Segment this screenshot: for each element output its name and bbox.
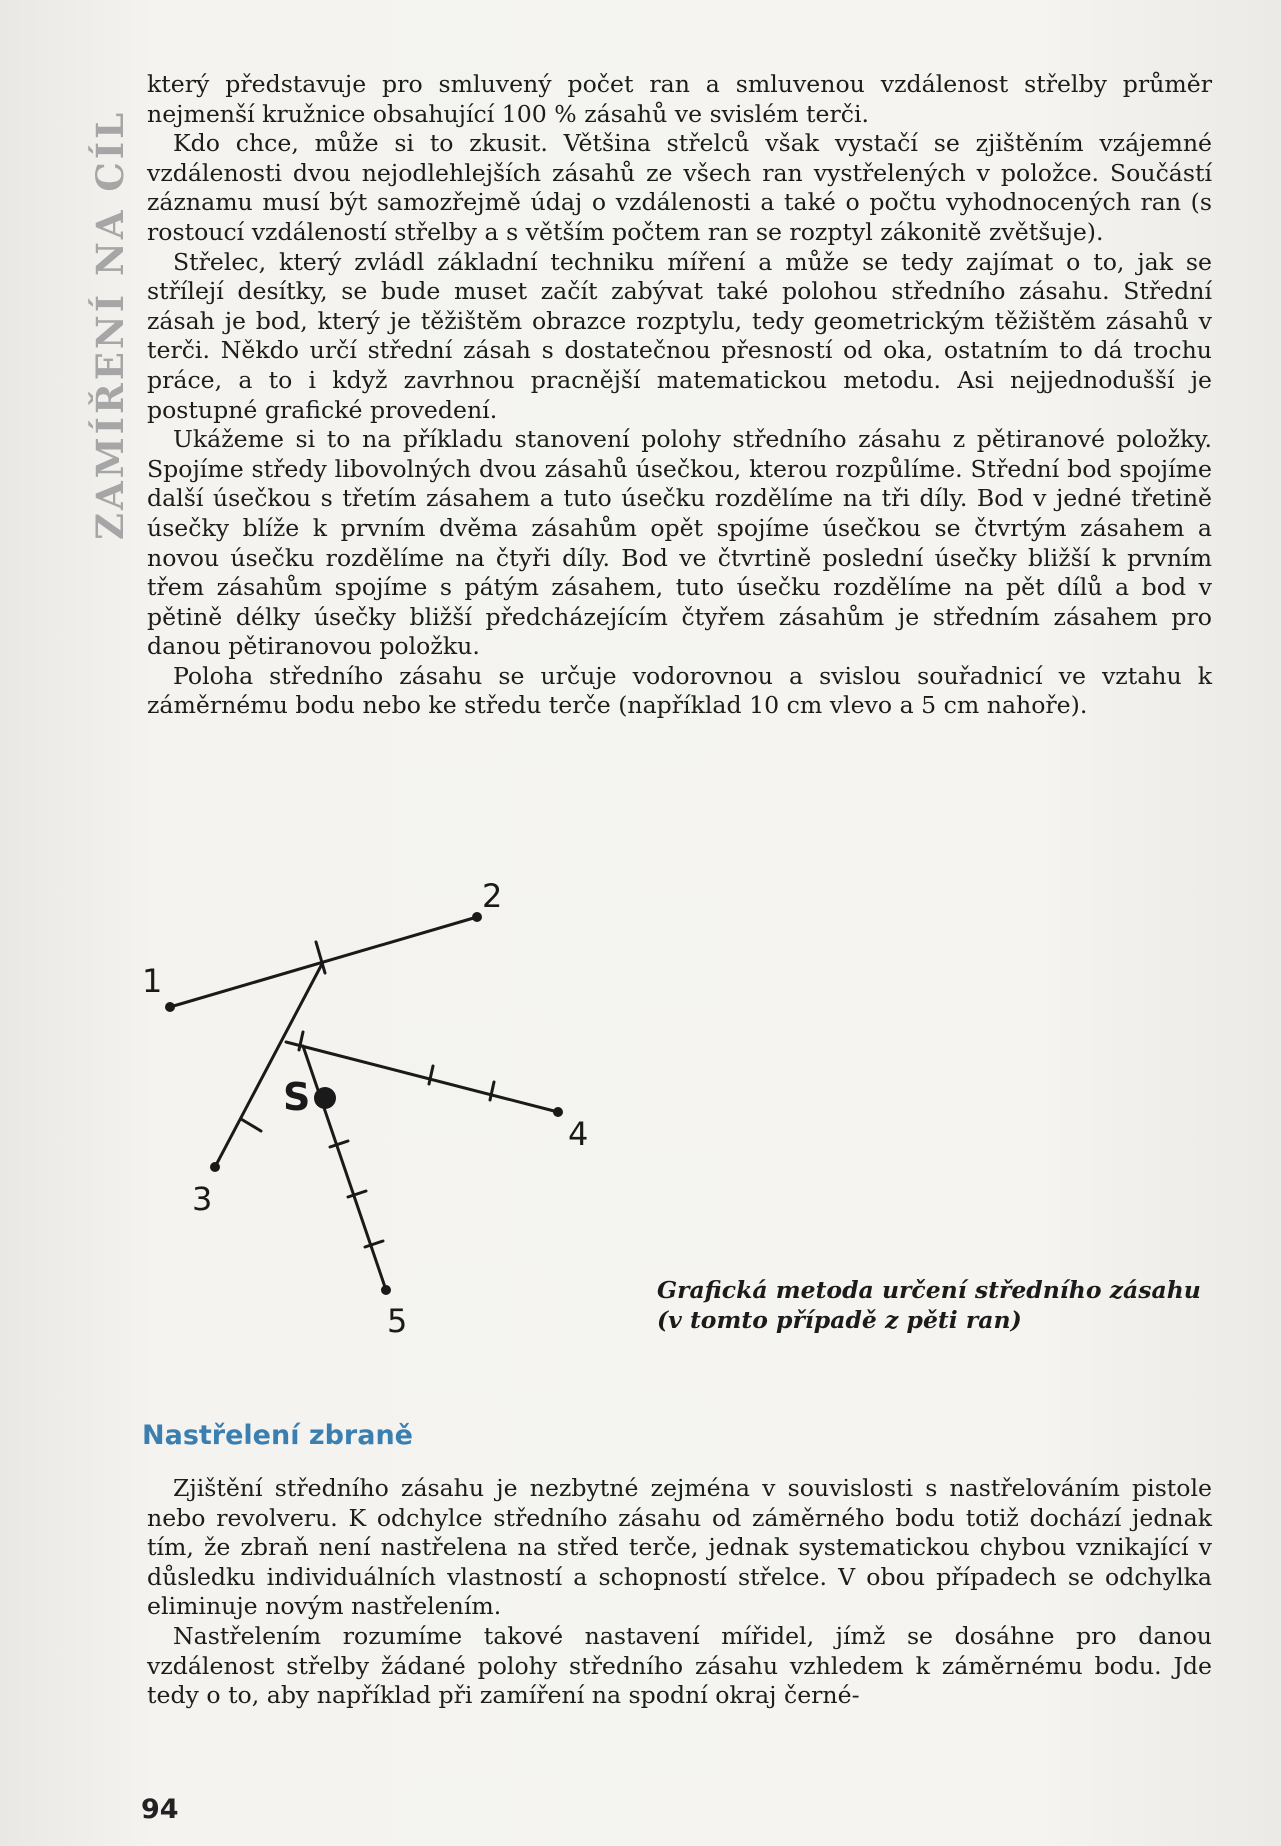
hit-point-2: [472, 912, 482, 922]
segment-3-mid: [215, 962, 323, 1167]
chapter-side-heading: ZAMÍŘENÍ NA CÍL: [88, 109, 132, 540]
section-heading: Nastřelení zbraně: [142, 1420, 413, 1451]
bottom-text-block: [147, 1474, 1212, 1711]
paragraph: Nastřelením rozumíme takové nastavení mířidel, jímž se dosáhne pro danou vzdálenost střelby žádané polohy středního zásahu vzhledem k záměrnému bodu. Jde tedy o to, aby například při zamíření na spodní okraj černé-: [147, 1621, 1212, 1710]
label-2: 2: [482, 877, 503, 915]
hit-point-3: [210, 1162, 220, 1172]
paragraph: Střelec, který zvládl základní techniku míření a může se tedy zajímat o to, jak se střílejí desítky, se bude muset začít zabývat také polohou středního zásahu. Střední zásah je bod, který je těžištěm obrazce rozptylu, tedy geometrickým těžištěm zásahů v terči. Někdo určí střední zásah s dostatečnou přesností od oka, ostatním to dá trochu práce, a to i když zavrhnou pracnější matematickou metodu. Asi nejjednodušší je postupné grafické provedení.: [147, 247, 1212, 424]
paragraph: Zjištění středního zásahu je nezbytné zejména v souvislosti s nastřelováním pistole nebo revolveru. K odchylce středního zásahu od záměrného bodu totiž dochází jednak tím, že zbraň není nastřelena na střed terče, jednak systematickou chybou vznikající v důsledku individuálních vlastností a schopností střelce. V obou případech se odchylka eliminuje novým nastřelením.: [147, 1474, 1212, 1621]
tick-mark: [241, 1119, 261, 1131]
label-4: 4: [568, 1115, 589, 1153]
hit-point-4: [553, 1107, 563, 1117]
label-s: S: [283, 1075, 311, 1119]
label-3: 3: [192, 1180, 213, 1218]
tick-mark: [348, 1191, 366, 1197]
paragraph: Ukážeme si to na příkladu stanovení polohy středního zásahu z pětiranové položky. Spojíme středy libovolných dvou zásahů úsečkou, kterou rozpůlíme. Střední bod spojíme další úsečkou s třetím zásahem a tuto úsečku rozdělíme na tři díly. Bod v jedné třetině úsečky blíže k prvním dvěma zásahům opět spojíme úsečkou se čtvrtým zásahem a novou úsečku rozdělíme na čtyři díly. Bod ve čtvrtině poslední úsečky bližší k prvním třem zásahům spojíme s pátým zásahem, tuto úsečku rozdělíme na pět dílů a bod v pětině délky úsečky bližší předcházejícím čtyřem zásahům je středním zásahem pro danou pětiranovou položku.: [147, 425, 1212, 661]
mean-point-of-impact-diagram: [120, 870, 640, 1340]
tick-mark: [365, 1241, 383, 1247]
hit-point-5: [381, 1285, 391, 1295]
tick-mark: [330, 1141, 348, 1147]
label-1: 1: [142, 962, 163, 1000]
tick-mark: [490, 1082, 494, 1100]
paragraph: Kdo chce, může si to zkusit. Většina střelců však vystačí se zjištěním vzájemné vzdálenosti dvou nejodlehlejších zásahů ze všech ran vystřelených v položce. Součástí záznamu musí být samozřejmě údaj o vzdálenosti a také o počtu vyhodnocených ran (s rostoucí vzdáleností střelby a s větším počtem ran se rozptyl zákonitě zvětšuje).: [147, 129, 1212, 246]
paragraph: který představuje pro smluvený počet ran a smluvenou vzdálenost střelby průměr nejmenší kružnice obsahující 100 % zásahů ve svislém terči.: [147, 70, 1212, 128]
paragraph: Poloha středního zásahu se určuje vodorovnou a svislou souřadnicí ve vztahu k záměrnému bodu nebo ke středu terče (například 10 cm vlevo a 5 cm nahoře).: [147, 661, 1212, 720]
top-text-block: [147, 70, 1212, 721]
hit-point-1: [165, 1002, 175, 1012]
figure-caption: Grafická metoda určení středního zásahu (v tomto případě z pěti ran): [657, 1276, 1201, 1334]
segment-to-5: [303, 1046, 386, 1290]
mean-point-s: [314, 1087, 336, 1109]
page-number: 94: [141, 1794, 179, 1825]
tick-mark: [429, 1066, 433, 1084]
label-5: 5: [387, 1302, 408, 1340]
